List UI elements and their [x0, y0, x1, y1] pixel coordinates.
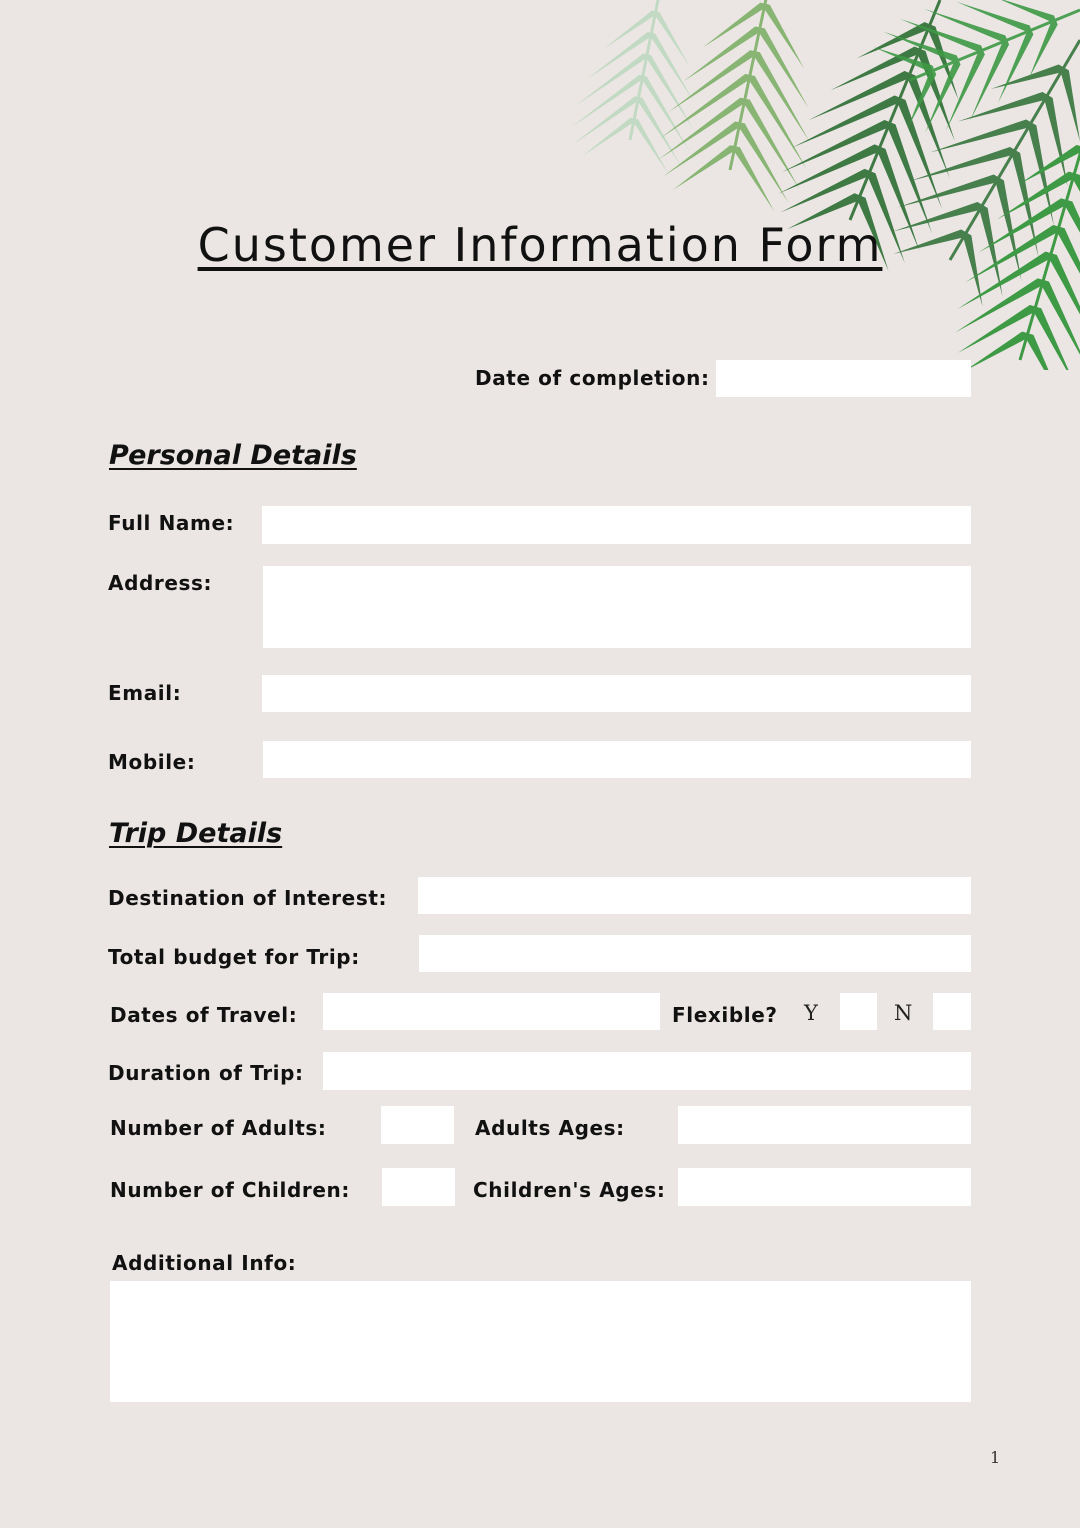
trip-details-heading: Trip Details [109, 818, 283, 849]
address-label: Address: [108, 571, 213, 595]
date-of-completion-input[interactable] [716, 360, 971, 397]
dates-of-travel-input[interactable] [323, 993, 660, 1030]
date-of-completion-label: Date of completion: [475, 366, 710, 390]
num-adults-label: Number of Adults: [110, 1116, 327, 1140]
num-children-label: Number of Children: [110, 1178, 350, 1202]
full-name-label: Full Name: [108, 511, 235, 535]
full-name-input[interactable] [262, 506, 971, 544]
flexible-yes-box[interactable] [840, 993, 877, 1030]
page-number: 1 [990, 1448, 1001, 1467]
address-input[interactable] [263, 566, 971, 648]
flexible-yes-label: Y [804, 1001, 818, 1025]
budget-input[interactable] [419, 935, 971, 972]
budget-label: Total budget for Trip: [108, 945, 360, 969]
destination-input[interactable] [418, 877, 971, 914]
mobile-input[interactable] [263, 741, 971, 778]
children-ages-input[interactable] [678, 1168, 971, 1206]
mobile-label: Mobile: [108, 750, 196, 774]
additional-info-label: Additional Info: [112, 1251, 297, 1275]
num-children-input[interactable] [382, 1168, 455, 1206]
adults-ages-input[interactable] [678, 1106, 971, 1144]
additional-info-input[interactable] [110, 1281, 971, 1402]
adults-ages-label: Adults Ages: [475, 1116, 625, 1140]
email-input[interactable] [262, 675, 971, 712]
children-ages-label: Children's Ages: [473, 1178, 666, 1202]
page-title: Customer Information Form [197, 218, 883, 272]
flexible-no-box[interactable] [933, 993, 971, 1030]
flexible-no-label: N [894, 1001, 913, 1025]
flexible-label: Flexible? [672, 1003, 778, 1027]
destination-label: Destination of Interest: [108, 886, 388, 910]
dates-of-travel-label: Dates of Travel: [110, 1003, 298, 1027]
duration-input[interactable] [323, 1052, 971, 1090]
email-label: Email: [108, 681, 182, 705]
palm-leaves-icon [520, 0, 1080, 370]
duration-label: Duration of Trip: [108, 1061, 304, 1085]
num-adults-input[interactable] [381, 1106, 454, 1144]
personal-details-heading: Personal Details [109, 440, 357, 471]
